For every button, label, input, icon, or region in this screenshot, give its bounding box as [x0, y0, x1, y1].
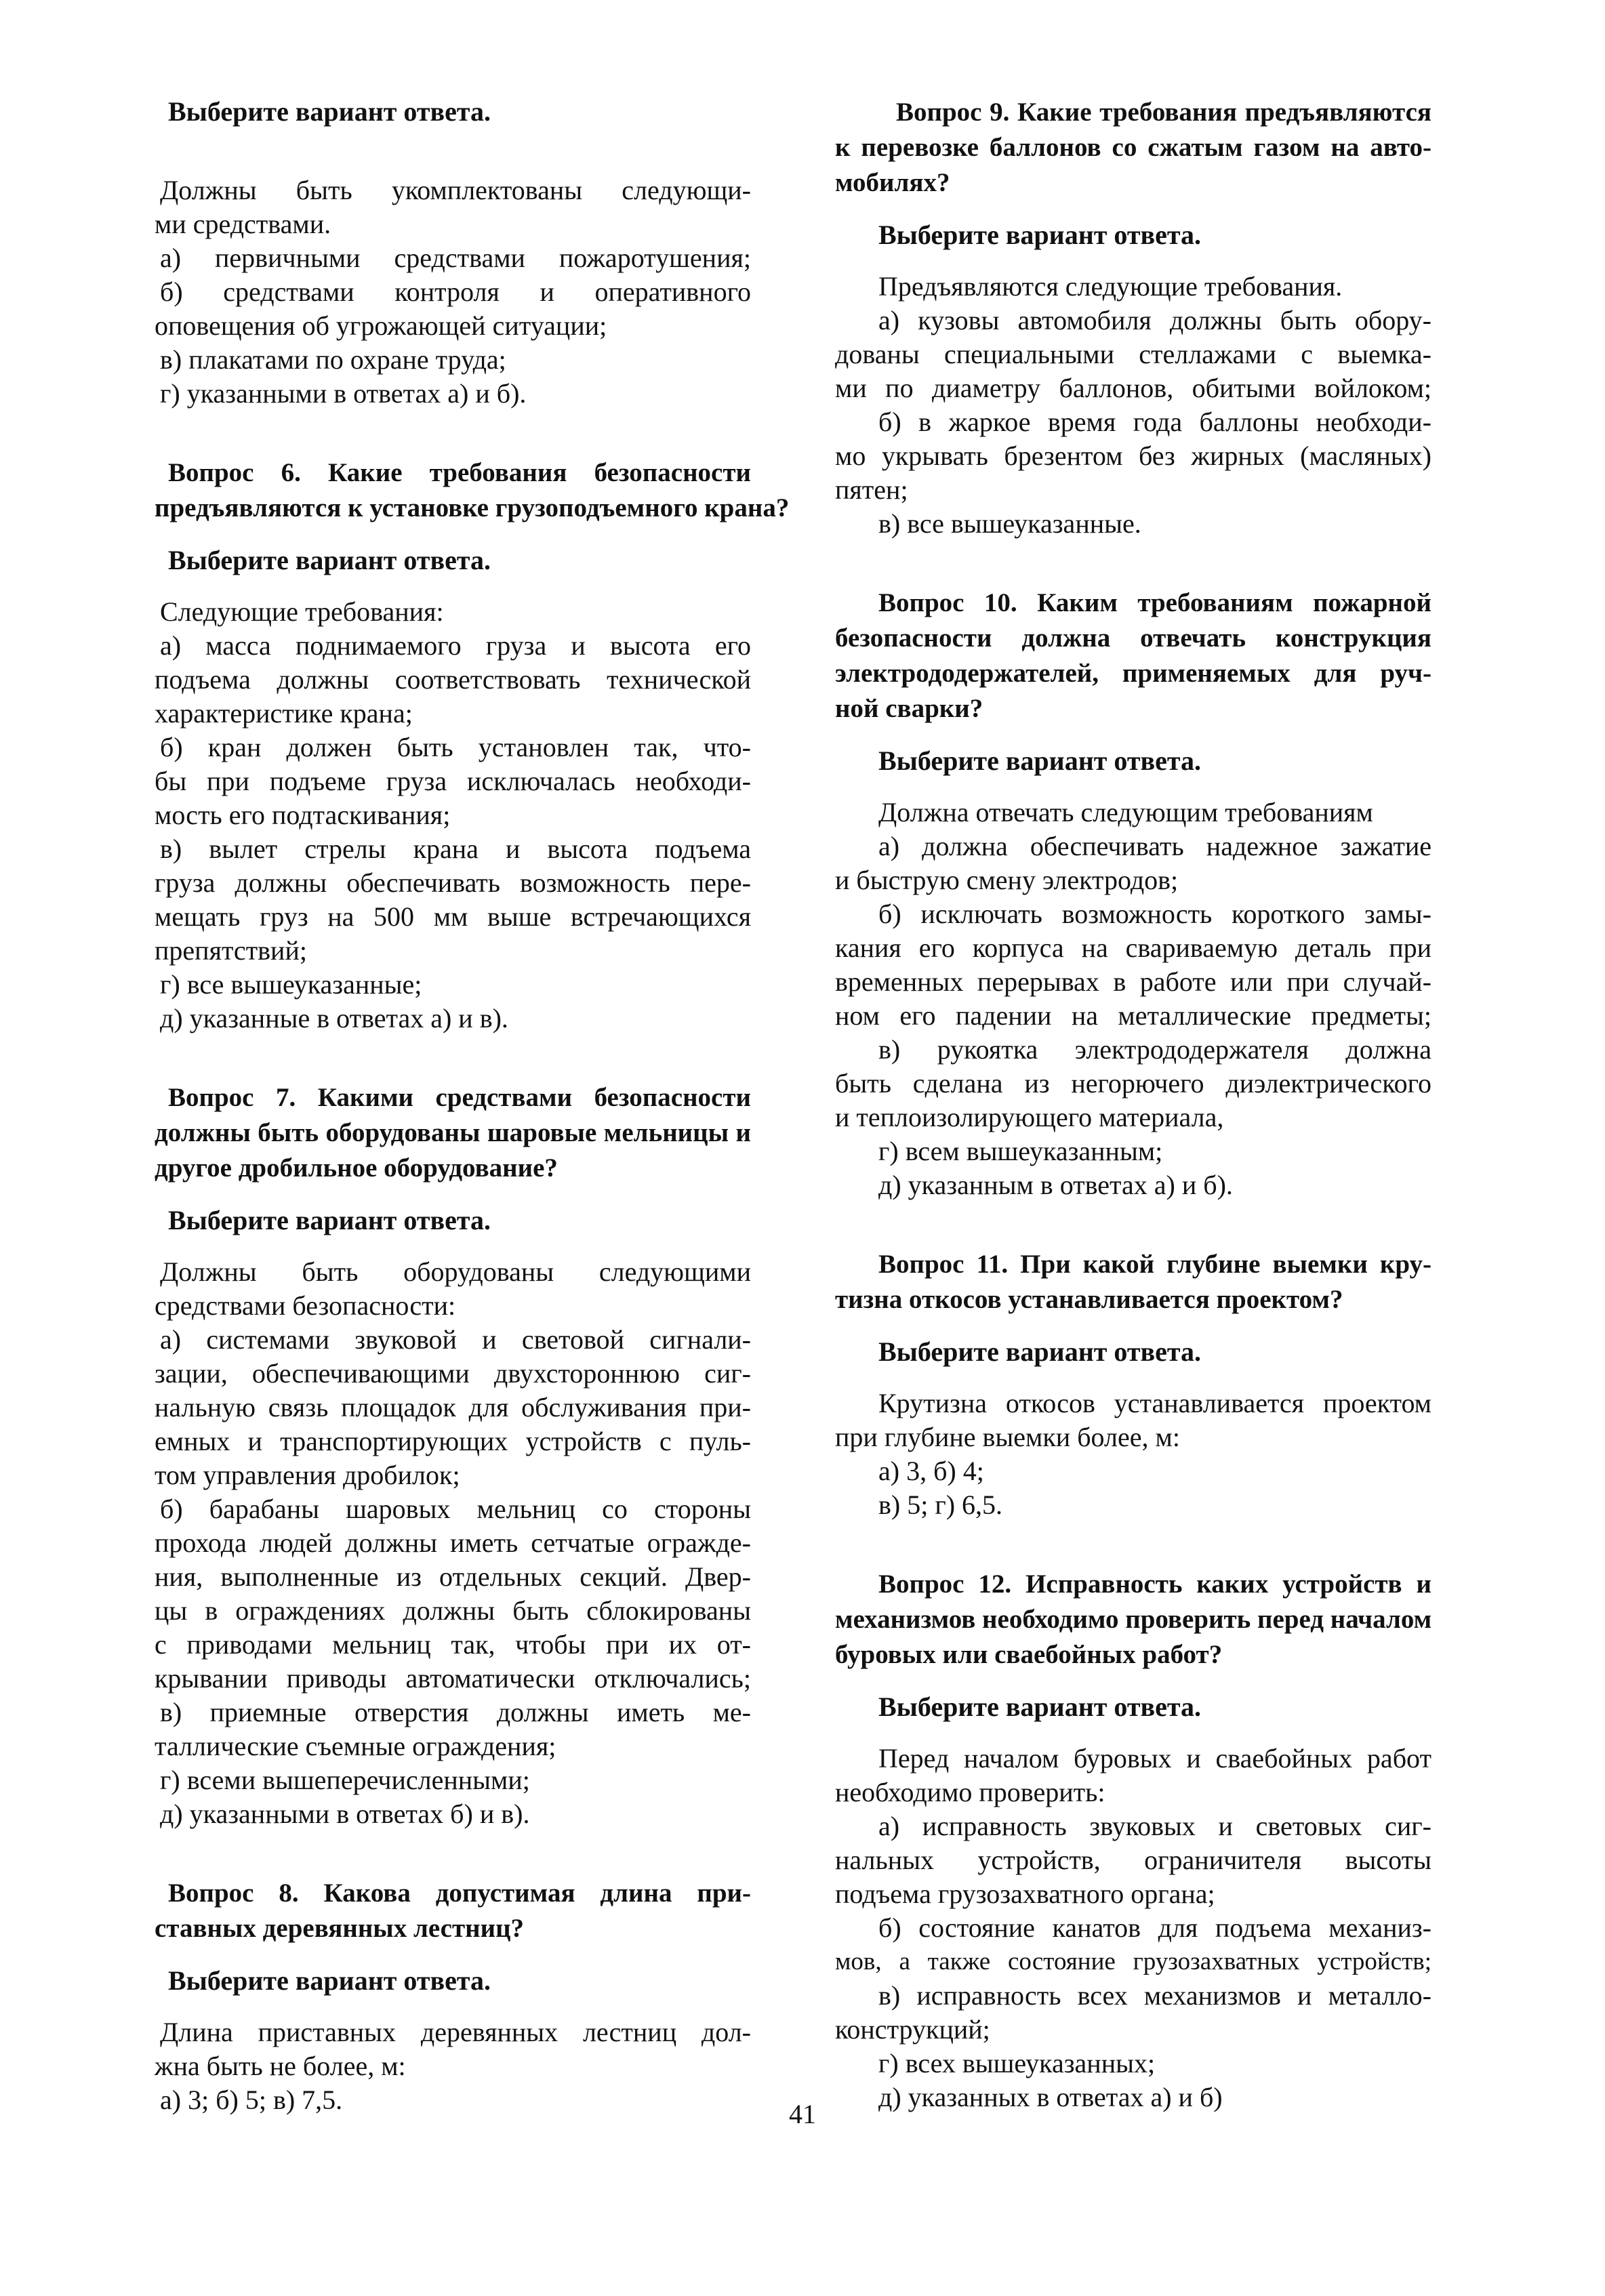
q9-title-line-1: Вопрос 9. Какие требования предъявляются — [896, 98, 1431, 127]
question-7 — [155, 1080, 751, 1831]
q6-option-b-line-1: б) кран должен быть установлен так, что- — [160, 732, 751, 762]
q6-intro: Следующие требования: — [160, 596, 444, 627]
left-column — [155, 95, 790, 2117]
q5-intro-line-1: Должны быть укомплектованы следующи- — [160, 175, 751, 205]
q7-option-c-line-1: в) приемные отверстия должны иметь ме- — [160, 1697, 751, 1727]
q9-title-line-3: мобилях? — [835, 168, 950, 197]
q10-title-line-4: ной сварки? — [835, 694, 983, 723]
q6-title-line-1: Вопрос 6. Какие требования безопасности — [168, 458, 751, 487]
q6-option-c-line-4: препятствий; — [155, 935, 307, 966]
q6-option-a-line-2: подъема должны соответствовать технической — [155, 664, 751, 695]
question-10 — [835, 586, 1431, 1202]
q10-option-b-line-4: ном его падении на металлические предметы; — [835, 1000, 1431, 1031]
q10-option-b-line-2: кания его корпуса на свариваемую деталь при — [835, 932, 1431, 963]
q6-title-line-2: предъявляются к установке грузоподъемного крана? — [155, 493, 790, 522]
q5-option-b-line-2: оповещения об угрожающей ситуации; — [155, 310, 607, 341]
q10-option-b-line-1: б) исключать возможность короткого замы- — [878, 899, 1431, 929]
q12-option-a-line-1: а) исправность звуковых и световых сиг- — [878, 1811, 1431, 1841]
q6-option-c-line-3: мещать груз на 500 мм выше встречающихся — [155, 901, 751, 932]
q5-option-c: в) плакатами по охране труда; — [160, 344, 506, 375]
q6-option-c-line-2: груза должны обеспечивать возможность пере- — [155, 867, 751, 898]
q10-option-d: г) всем вышеуказанным; — [878, 1136, 1163, 1166]
q6-option-c-line-1: в) вылет стрелы крана и высота подъема — [160, 834, 751, 864]
q6-option-b-line-2: бы при подъеме груза исключалась необходи- — [155, 766, 751, 796]
question-9 — [835, 95, 1431, 541]
q8-intro-line-1: Длина приставных деревянных лестниц дол- — [160, 2017, 751, 2047]
q12-option-a-line-3: подъема грузозахватного органа; — [835, 1879, 1215, 1909]
q9-option-b-line-2: мо укрывать брезентом без жирных (масляных) — [835, 440, 1431, 471]
q10-option-b-line-3: временных перерывах в работе или при случай- — [835, 966, 1431, 997]
q6-option-e: д) указанные в ответах а) и в). — [160, 1003, 508, 1033]
q7-intro-line-1: Должны быть оборудованы следующими — [160, 1256, 751, 1287]
q11-title-line-2: тизна откосов устанавливается проектом? — [835, 1285, 1343, 1314]
q9-option-b-line-1: б) в жаркое время года баллоны необходи- — [878, 407, 1431, 437]
q12-option-b-line-1: б) состояние канатов для подъема механиз- — [878, 1912, 1431, 1943]
q10-option-c-line-2: быть сделана из негорючего диэлектрического — [835, 1068, 1431, 1099]
question-11 — [835, 1247, 1431, 1522]
q8-title-line-2: ставных деревянных лестниц? — [155, 1914, 525, 1943]
q7-answer-prompt: Выберите вариант ответа. — [168, 1205, 491, 1235]
q10-option-a-line-1: а) должна обеспечивать надежное зажатие — [878, 831, 1431, 861]
q5-option-b-line-1: б) средствами контроля и оперативного — [160, 276, 751, 307]
q5-option-d: г) указанными в ответах а) и б). — [160, 378, 527, 409]
q12-intro-line-2: необходимо проверить: — [835, 1777, 1105, 1807]
q5-option-a: а) первичными средствами пожаротушения; — [160, 243, 751, 273]
q9-option-c: в) все вышеуказанные. — [878, 508, 1141, 539]
q7-option-a-line-3: нальную связь площадок для обслуживания при- — [155, 1392, 751, 1422]
q10-option-c-line-1: в) рукоятка электрододержателя должна — [878, 1034, 1431, 1065]
q7-option-b-line-4: цы в ограждениях должны быть сблокированы — [155, 1595, 751, 1626]
q8-title-line-1: Вопрос 8. Какова допустимая длина при- — [168, 1879, 751, 1908]
q9-option-b-line-3: пятен; — [835, 474, 908, 505]
question-5-answers — [155, 173, 751, 411]
q12-option-e: д) указанных в ответах а) и б) — [878, 2082, 1223, 2112]
q8-intro-line-2: жна быть не более, м: — [155, 2051, 406, 2081]
q9-option-a-line-1: а) кузовы автомобиля должны быть обору- — [878, 305, 1431, 335]
q7-option-b-line-3: ния, выполненные из отдельных секций. Двер- — [155, 1561, 751, 1592]
q9-answer-prompt: Выберите вариант ответа. — [878, 220, 1202, 250]
q12-answer-prompt: Выберите вариант ответа. — [878, 1692, 1202, 1722]
q11-title-line-1: Вопрос 11. При какой глубине выемки кру- — [878, 1250, 1431, 1279]
q12-option-b-line-2: мов, а также состояние грузозахватных устройств; — [835, 1948, 1431, 1975]
q7-option-b-line-2: прохода людей должны иметь сетчатые огражде- — [155, 1528, 751, 1558]
q11-options-line-2: в) 5; г) 6,5. — [878, 1490, 1003, 1520]
q11-options-line-1: а) 3, б) 4; — [878, 1456, 984, 1486]
right-column — [835, 95, 1431, 2114]
q12-option-c-line-1: в) исправность всех механизмов и металло- — [878, 1980, 1431, 2011]
q7-option-e: д) указанными в ответах б) и в). — [160, 1799, 530, 1829]
answer-prompt: Выберите вариант ответа. — [168, 96, 491, 127]
q7-option-c-line-2: таллические съемные ограждения; — [155, 1731, 556, 1761]
q10-title-line-1: Вопрос 10. Каким требованиям пожарной — [878, 588, 1431, 617]
q12-option-c-line-2: конструкций; — [835, 2014, 990, 2045]
q10-title-line-2: безопасности должна отвечать конструкция — [835, 623, 1431, 653]
q12-intro-line-1: Перед началом буровых и сваебойных работ — [878, 1743, 1431, 1774]
q7-option-a-line-1: а) системами звуковой и световой сигнали- — [160, 1324, 751, 1355]
q11-answer-prompt: Выберите вариант ответа. — [878, 1336, 1202, 1367]
q6-answer-prompt: Выберите вариант ответа. — [168, 545, 491, 575]
q7-title-line-2: должны быть оборудованы шаровые мельницы и — [155, 1118, 751, 1147]
q8-answer-prompt: Выберите вариант ответа. — [168, 1965, 491, 1996]
q7-option-a-line-4: емных и транспортирующих устройств с пуль- — [155, 1426, 751, 1456]
q9-intro: Предъявляются следующие требования. — [878, 271, 1343, 302]
q12-title-line-2: механизмов необходимо проверить перед началом — [835, 1605, 1432, 1634]
q11-intro-line-1: Крутизна откосов устанавливается проектом — [878, 1388, 1431, 1418]
q12-option-a-line-2: нальных устройств, ограничителя высоты — [835, 1845, 1431, 1875]
q7-option-b-line-5: с приводами мельниц так, чтобы при их от- — [155, 1629, 751, 1660]
q7-option-b-line-1: б) барабаны шаровых мельниц со стороны — [160, 1494, 751, 1524]
q6-option-a-line-1: а) масса поднимаемого груза и высота его — [160, 630, 751, 661]
q7-title-line-1: Вопрос 7. Какими средствами безопасности — [168, 1083, 751, 1112]
q10-title-line-3: электрододержателей, применяемых для руч- — [835, 659, 1431, 688]
q11-intro-line-2: при глубине выемки более, м: — [835, 1422, 1180, 1452]
q10-option-e: д) указанным в ответах а) и б). — [878, 1170, 1233, 1200]
q7-intro-line-2: средствами безопасности: — [155, 1290, 456, 1321]
q6-option-b-line-3: мость его подтаскивания; — [155, 800, 451, 830]
question-8 — [155, 1876, 751, 2117]
q10-option-c-line-3: и теплоизолирующего материала, — [835, 1102, 1224, 1132]
q5-intro-line-2: ми средствами. — [155, 209, 331, 239]
q7-title-line-3: другое дробильное оборудование? — [155, 1153, 558, 1183]
q12-title-line-1: Вопрос 12. Исправность каких устройств и — [878, 1570, 1431, 1599]
q12-title-line-3: буровых или сваебойных работ? — [835, 1640, 1223, 1669]
q9-title-line-2: к перевозке баллонов со сжатым газом на авто- — [835, 133, 1431, 162]
q9-option-a-line-2: дованы специальными стеллажами с выемка- — [835, 339, 1431, 369]
page-number: 41 — [789, 2099, 816, 2129]
q7-option-b-line-6: крывании приводы автоматически отключались; — [155, 1663, 751, 1694]
q6-option-d: г) все вышеуказанные; — [160, 969, 422, 1000]
q7-option-a-line-2: зации, обеспечивающими двухстороннюю сиг- — [155, 1358, 751, 1389]
q10-answer-prompt: Выберите вариант ответа. — [878, 745, 1202, 776]
q10-option-a-line-2: и быструю смену электродов; — [835, 865, 1179, 895]
question-6 — [155, 455, 790, 1036]
q10-intro: Должна отвечать следующим требованиям — [878, 797, 1373, 827]
q9-option-a-line-3: ми по диаметру баллонов, обитыми войлоком; — [835, 373, 1431, 403]
q7-option-a-line-5: том управления дробилок; — [155, 1460, 460, 1490]
question-12 — [835, 1567, 1431, 2114]
q7-option-d: г) всеми вышеперечисленными; — [160, 1765, 530, 1795]
q6-option-a-line-3: характеристике крана; — [155, 698, 413, 729]
q8-options: а) 3; б) 5; в) 7,5. — [160, 2085, 343, 2115]
q12-option-d: г) всех вышеуказанных; — [878, 2048, 1156, 2078]
